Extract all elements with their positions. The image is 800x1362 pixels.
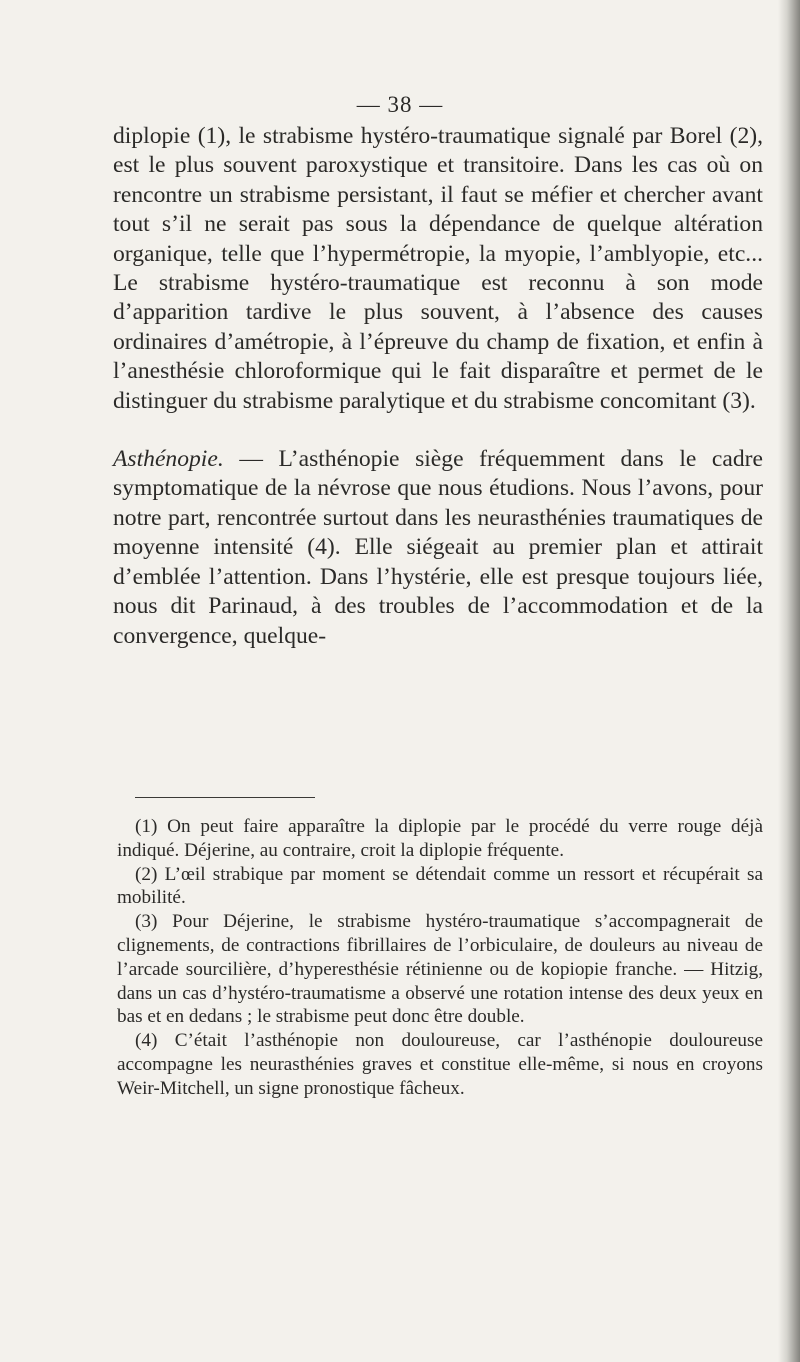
paragraph-asthenopie [113, 445, 763, 651]
body-text [113, 122, 763, 651]
page-number: — 38 — [356, 92, 444, 117]
footnote: (3) Pour Déjerine, le strabisme hystéro-traumatique s’accompagnerait de clignements, de contractions fibrillaires de l’orbiculaire, de douleurs au niveau de l’arcade sourcilière, d’hyperesthésie rétinienne ou de kopiopie franche. — Hitzig, dans un cas d’hystéro-traumatisme a observé une rotation intense des deux yeux en bas et en dedans ; le strabisme peut donc être double. [117, 911, 763, 1028]
section-title: Asthénopie. [113, 446, 224, 473]
footnote: (2) L’œil strabique par moment se détendait comme un ressort et récupérait sa mobilité. [117, 863, 763, 909]
footnote-divider [135, 797, 315, 798]
paragraph: diplopie (1), le strabisme hystéro-traumatique signalé par Borel (2), est le plus souvent paroxystique et transitoire. Dans les cas où on rencontre un strabisme persistant, il faut se méfier et chercher avant tout s’il ne serait pas sous la dépendance de quelque altération organique, telle que l’hypermétropie, la myopie, l’amblyopie, etc... Le strabisme hystéro-traumatique est reconnu à son mode d’apparition tardive le plus souvent, à l’absence des causes ordinaires d’amétropie, à l’épreuve du champ de fixation, et enfin à l’anesthésie chloroformique qui le fait disparaître et permet de le distinguer du strabisme paralytique et du strabisme concomitant (3). [113, 123, 763, 414]
footnote: (4) C’était l’asthénopie non douloureuse, car l’asthénopie douloureuse accompagne les neurasthénies graves et constitue elle-même, si nous en croyons Weir-Mitchell, un signe pronostique fâcheux. [117, 1030, 763, 1099]
footnote: (1) On peut faire apparaître la diplopie par le procédé du verre rouge déjà indiqué. Déjerine, au contraire, croit la diplopie fréquente. [117, 816, 763, 861]
paragraph-text: — L’asthénopie siège fréquemment dans le cadre symptomatique de la névrose que nous étudions. Nous l’avons, pour notre part, rencontrée surtout dans les neurasthénies traumatiques de moyenne intensité (4). Elle siégeait au premier plan et attirait d’emblée l’attention. Dans l’hystérie, elle est presque toujours liée, nous dit Parinaud, à des troubles de l’accommodation et de la convergence, quelque- [113, 446, 763, 649]
footnotes [117, 815, 763, 1101]
page-edge-shadow [778, 0, 800, 1362]
